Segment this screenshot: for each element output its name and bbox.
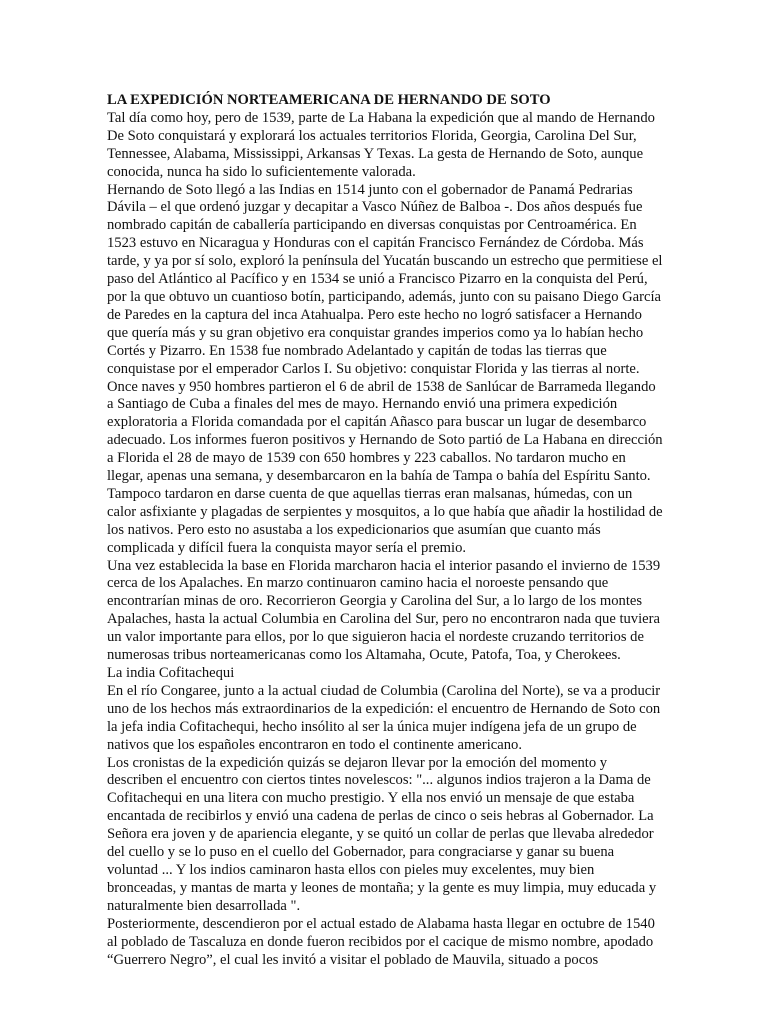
- paragraph-hardships: Tampoco tardaron en darse cuenta de que aquellas tierras eran malsanas, húmedas, con un calor asfixiante y plagadas de serpientes y mosquitos, a lo que había que añadir la hostilidad de los nativos. Pero esto no asustaba a los expedicionarios que asumían que cuanto más complicada y difícil fuera la conquista mayor sería el premio.: [107, 485, 663, 556]
- paragraph-interior: Una vez establecida la base en Florida marcharon hacia el interior pasando el invierno de 1539 cerca de los Apalaches. En marzo continuaron camino hacia el noroeste pensando que encontrarían minas de oro. Recorrieron Georgia y Carolina del Sur, a lo largo de los montes Apalaches, hasta la actual Columbia en Carolina del Sur, pero no encontraron nada que tuviera un valor importante para ellos, por lo que siguieron hacia el nordeste cruzando territorios de numerosas tribus norteamericanas como los Altamaha, Ocute, Patofa, Toa, y Cherokees.: [107, 557, 661, 664]
- paragraph-early-career: Hernando de Soto llegó a las Indias en 1514 junto con el gobernador de Panamá Pedrarias Dávila – el que ordenó juzgar y decapitar a Vasco Núñez de Balboa -. Dos años después fue nombrado capitán de caballería participando en diversas conquistas por Centroamérica. En 1523 estuvo en Nicaragua y Honduras con el capitán Francisco Fernández de Córdoba. Más tarde, y ya por sí solo, exploró la península del Yucatán buscando un estrecho que permitiese el paso del Atlántico al Pacífico y en 1534 se unió a Francisco Pizarro en la conquista del Perú, por la que obtuvo un cuantioso botín, participando, además, junto con su paisano Diego García de Paredes en la captura del inca Atahualpa. Pero este hecho no logró satisfacer a Hernando que quería más y su gran objetivo era conquistar grandes imperios como ya lo habían hecho Cortés y Pizarro. En 1538 fue nombrado Adelantado y capitán de todas las tierras que conquistase por el emperador Carlos I. Su objetivo: conquistar Florida y las tierras al norte.: [107, 181, 663, 377]
- document-title: LA EXPEDICIÓN NORTEAMERICANA DE HERNANDO DE SOTO: [107, 92, 551, 108]
- section-heading: La india Cofitachequi: [107, 665, 235, 681]
- paragraph-chroniclers: Los cronistas de la expedición quizás se dejaron llevar por la emoción del momento y describen el encuentro con ciertos tintes novelescos: "... algunos indios trajeron a la Dama de Cofitachequi en una litera con mucho prestigio. Y ella nos envió un mensaje de que estaba encantada de recibirlos y envió una cadena de perlas de cinco o seis hebras al Gobernador. La Señora era joven y de apariencia elegante, y se quitó un collar de perlas que llevaba alrededor del cuello y se lo puso en el cuello del Gobernador, para congraciarse y ganar su buena voluntad ... Y los indios caminaron hasta ellos con pieles muy excelentes, muy bien bronceadas, y mantas de marta y leones de montaña; y la gente es muy limpia, muy educada y naturalmente bien desarrollada ".: [107, 754, 657, 914]
- paragraph-congaree: En el río Congaree, junto a la actual ciudad de Columbia (Carolina del Norte), se va a producir uno de los hechos más extraordinarios de la expedición: el encuentro de Hernando de Soto con la jefa india Cofitachequi, hecho insólito al ser la única mujer indígena jefa de un grupo de nativos que los españoles encontraron en todo el continente americano.: [107, 682, 661, 753]
- document-page: [107, 92, 663, 969]
- paragraph-intro: Tal día como hoy, pero de 1539, parte de La Habana la expedición que al mando de Hernando De Soto conquistará y explorará los actuales territorios Florida, Georgia, Carolina Del Sur, Tennessee, Alabama, Mississippi, Arkansas Y Texas. La gesta de Hernando de Soto, aunque conocida, nunca ha sido lo suficientemente valorada.: [107, 109, 655, 180]
- paragraph-departure: Once naves y 950 hombres partieron el 6 de abril de 1538 de Sanlúcar de Barrameda llegando a Santiago de Cuba a finales del mes de mayo. Hernando envió una primera expedición exploratoria a Florida comandada por el capitán Añasco para buscar un lugar de desembarco adecuado. Los informes fueron positivos y Hernando de Soto partió de La Habana en dirección a Florida el 28 de mayo de 1539 con 650 hombres y 223 caballos. No tardaron mucho en llegar, apenas una semana, y desembarcaron en la bahía de Tampa o bahía del Espíritu Santo.: [107, 378, 663, 485]
- paragraph-alabama: Posteriormente, descendieron por el actual estado de Alabama hasta llegar en octubre de 1540 al poblado de Tascaluza en donde fueron recibidos por el cacique de mismo nombre, apodado “Guerrero Negro”, el cual les invitó a visitar el poblado de Mauvila, situado a pocos: [107, 915, 655, 968]
